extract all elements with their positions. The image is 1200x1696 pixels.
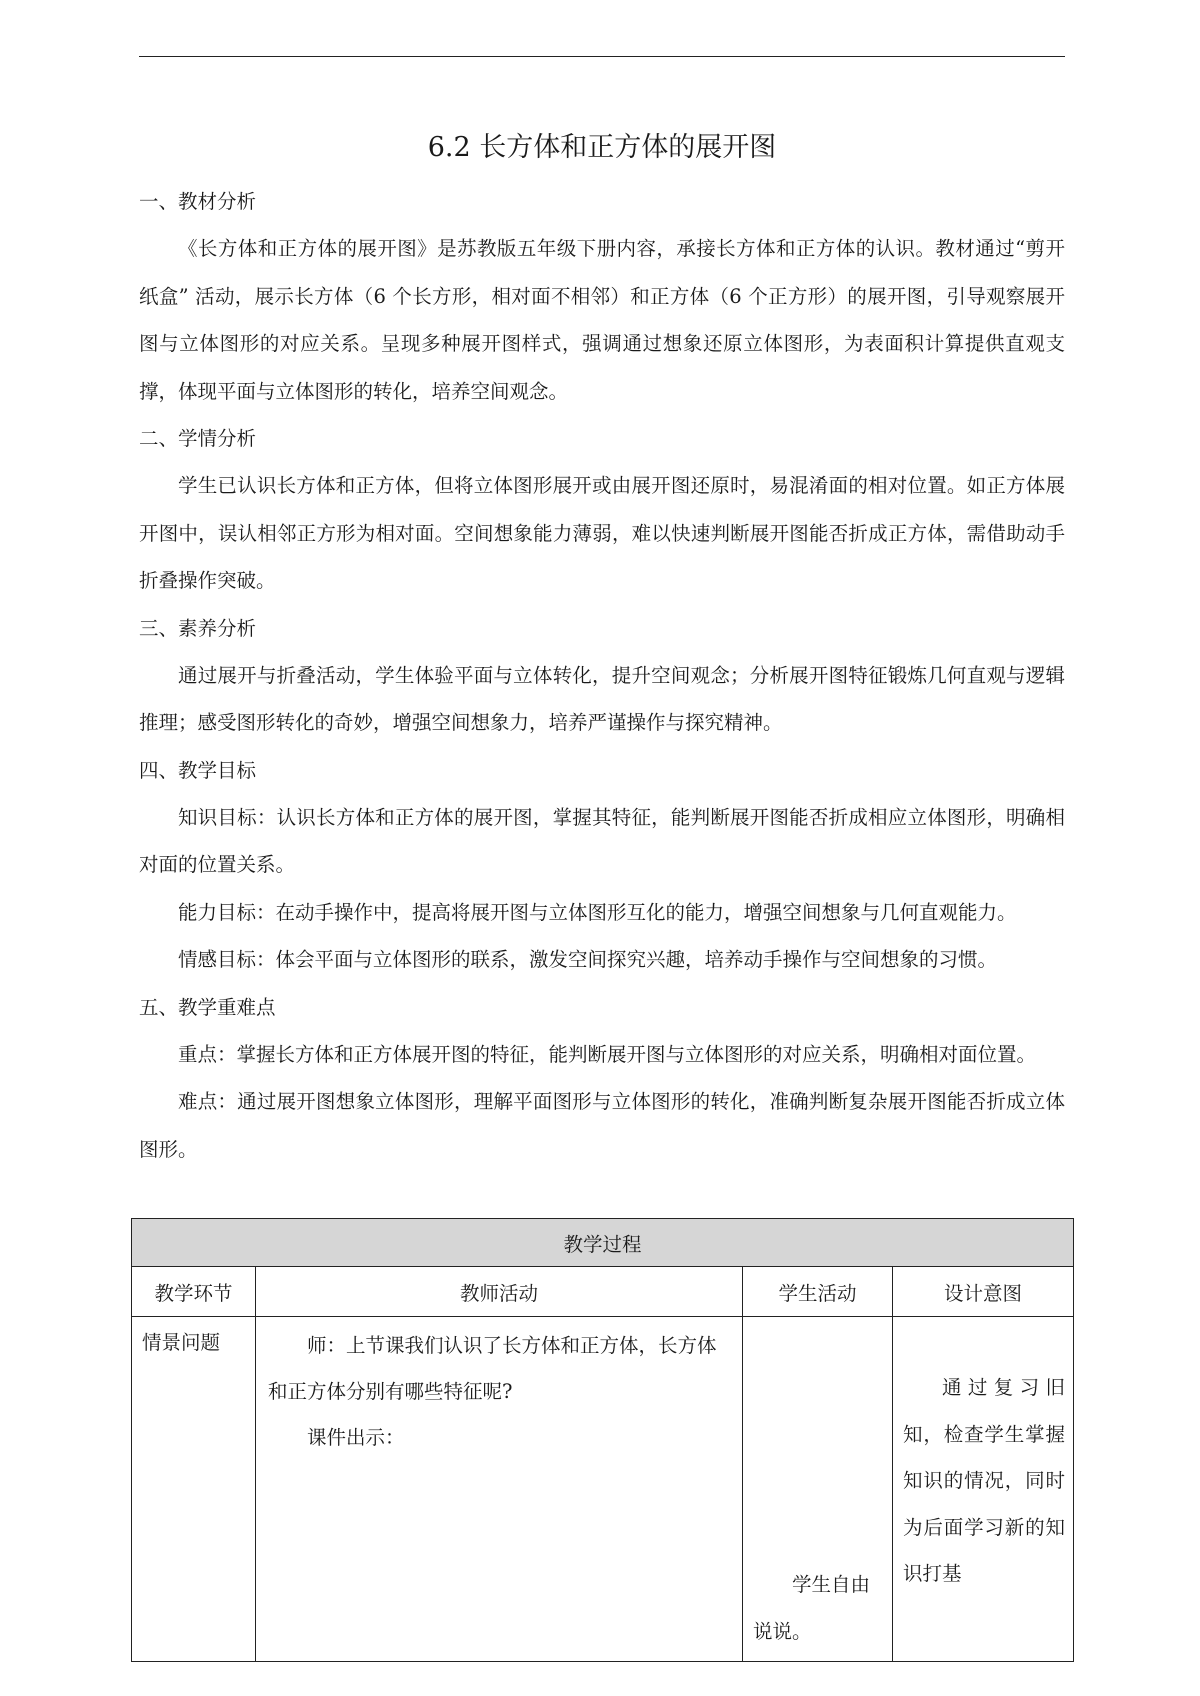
paragraph: 通过展开与折叠活动，学生体验平面与立体转化，提升空间观念；分析展开图特征锻炼几何直观与逻辑推理；感受图形转化的奇妙，增强空间想象力，培养严谨操作与探究精神。	[139, 663, 1065, 734]
paragraph-knowledge-goal: 知识目标：认识长方体和正方体的展开图，掌握其特征，能判断展开图能否折成相应立体图形，明确相对面的位置关系。	[139, 805, 1065, 876]
section-heading: 三、素养分析	[139, 616, 257, 640]
cell-design-intent: 通过复习旧知，检查学生掌握知识的情况，同时为后面学习新的知识打基	[893, 1317, 1074, 1662]
document-body	[139, 118, 1065, 1173]
paragraph-emotion-goal: 情感目标：体会平面与立体图形的联系，激发空间探究兴趣，培养动手操作与空间想象的习惯。	[178, 948, 998, 971]
table-caption-row	[132, 1219, 1074, 1267]
cell-student-activity: 学生自由说说。	[743, 1317, 893, 1662]
teacher-line: 课件出示：	[307, 1426, 405, 1449]
paragraph: 《长方体和正方体的展开图》是苏教版五年级下册内容，承接长方体和正方体的认识。教材通过“剪开纸盒” 活动，展示长方体（6 个长方形，相对面不相邻）和正方体（6 个正方形）的展开图，引导观察展开图与立体图形的对应关系。呈现多种展开图样式，强调通过想象还原立体图形，为表面积计算提供直观支撑，体现平面与立体图形的转化，培养空间观念。	[139, 237, 1065, 403]
cell-teacher-activity	[256, 1317, 743, 1662]
teacher-line: 师：上节课我们认识了长方体和正方体，长方体和正方体分别有哪些特征呢?	[268, 1334, 717, 1403]
section-literacy-analysis	[139, 605, 1065, 747]
document-title: 6.2 长方体和正方体的展开图	[427, 132, 777, 163]
section-heading: 二、学情分析	[139, 427, 257, 450]
table-row	[132, 1317, 1074, 1662]
section-student-analysis	[139, 415, 1065, 605]
paragraph: 学生已认识长方体和正方体，但将立体图形展开或由展开图还原时，易混淆面的相对位置。如正方体展开图中，误认相邻正方形为相对面。空间想象能力薄弱，难以快速判断展开图能否折成正方体，需借助动手折叠操作突破。	[139, 474, 1065, 592]
column-header-teacher: 教师活动	[256, 1267, 743, 1317]
section-heading: 四、教学目标	[139, 758, 257, 782]
table-caption: 教学过程	[132, 1219, 1074, 1267]
paragraph-ability-goal: 能力目标：在动手操作中，提高将展开图与立体图形互化的能力，增强空间想象与几何直观能力。	[178, 900, 1017, 924]
header-rule	[139, 56, 1065, 57]
section-heading: 五、教学重难点	[139, 995, 276, 1019]
section-heading: 一、教材分析	[139, 190, 257, 213]
teaching-process-table	[131, 1218, 1074, 1662]
column-header-student: 学生活动	[743, 1267, 893, 1317]
section-teaching-goals	[139, 747, 1065, 984]
table-header-row	[132, 1267, 1074, 1317]
section-textbook-analysis	[139, 178, 1065, 415]
paragraph-key-point: 重点：掌握长方体和正方体展开图的特征，能判断展开图与立体图形的对应关系，明确相对面位置。	[178, 1042, 1037, 1066]
column-header-stage: 教学环节	[132, 1267, 256, 1317]
cell-stage: 情景问题	[132, 1317, 256, 1662]
section-key-difficult-points	[139, 984, 1065, 1174]
column-header-intent: 设计意图	[893, 1267, 1074, 1317]
paragraph-difficult-point: 难点：通过展开图想象立体图形，理解平面图形与立体图形的转化，准确判断复杂展开图能否折成立体图形。	[139, 1090, 1065, 1161]
